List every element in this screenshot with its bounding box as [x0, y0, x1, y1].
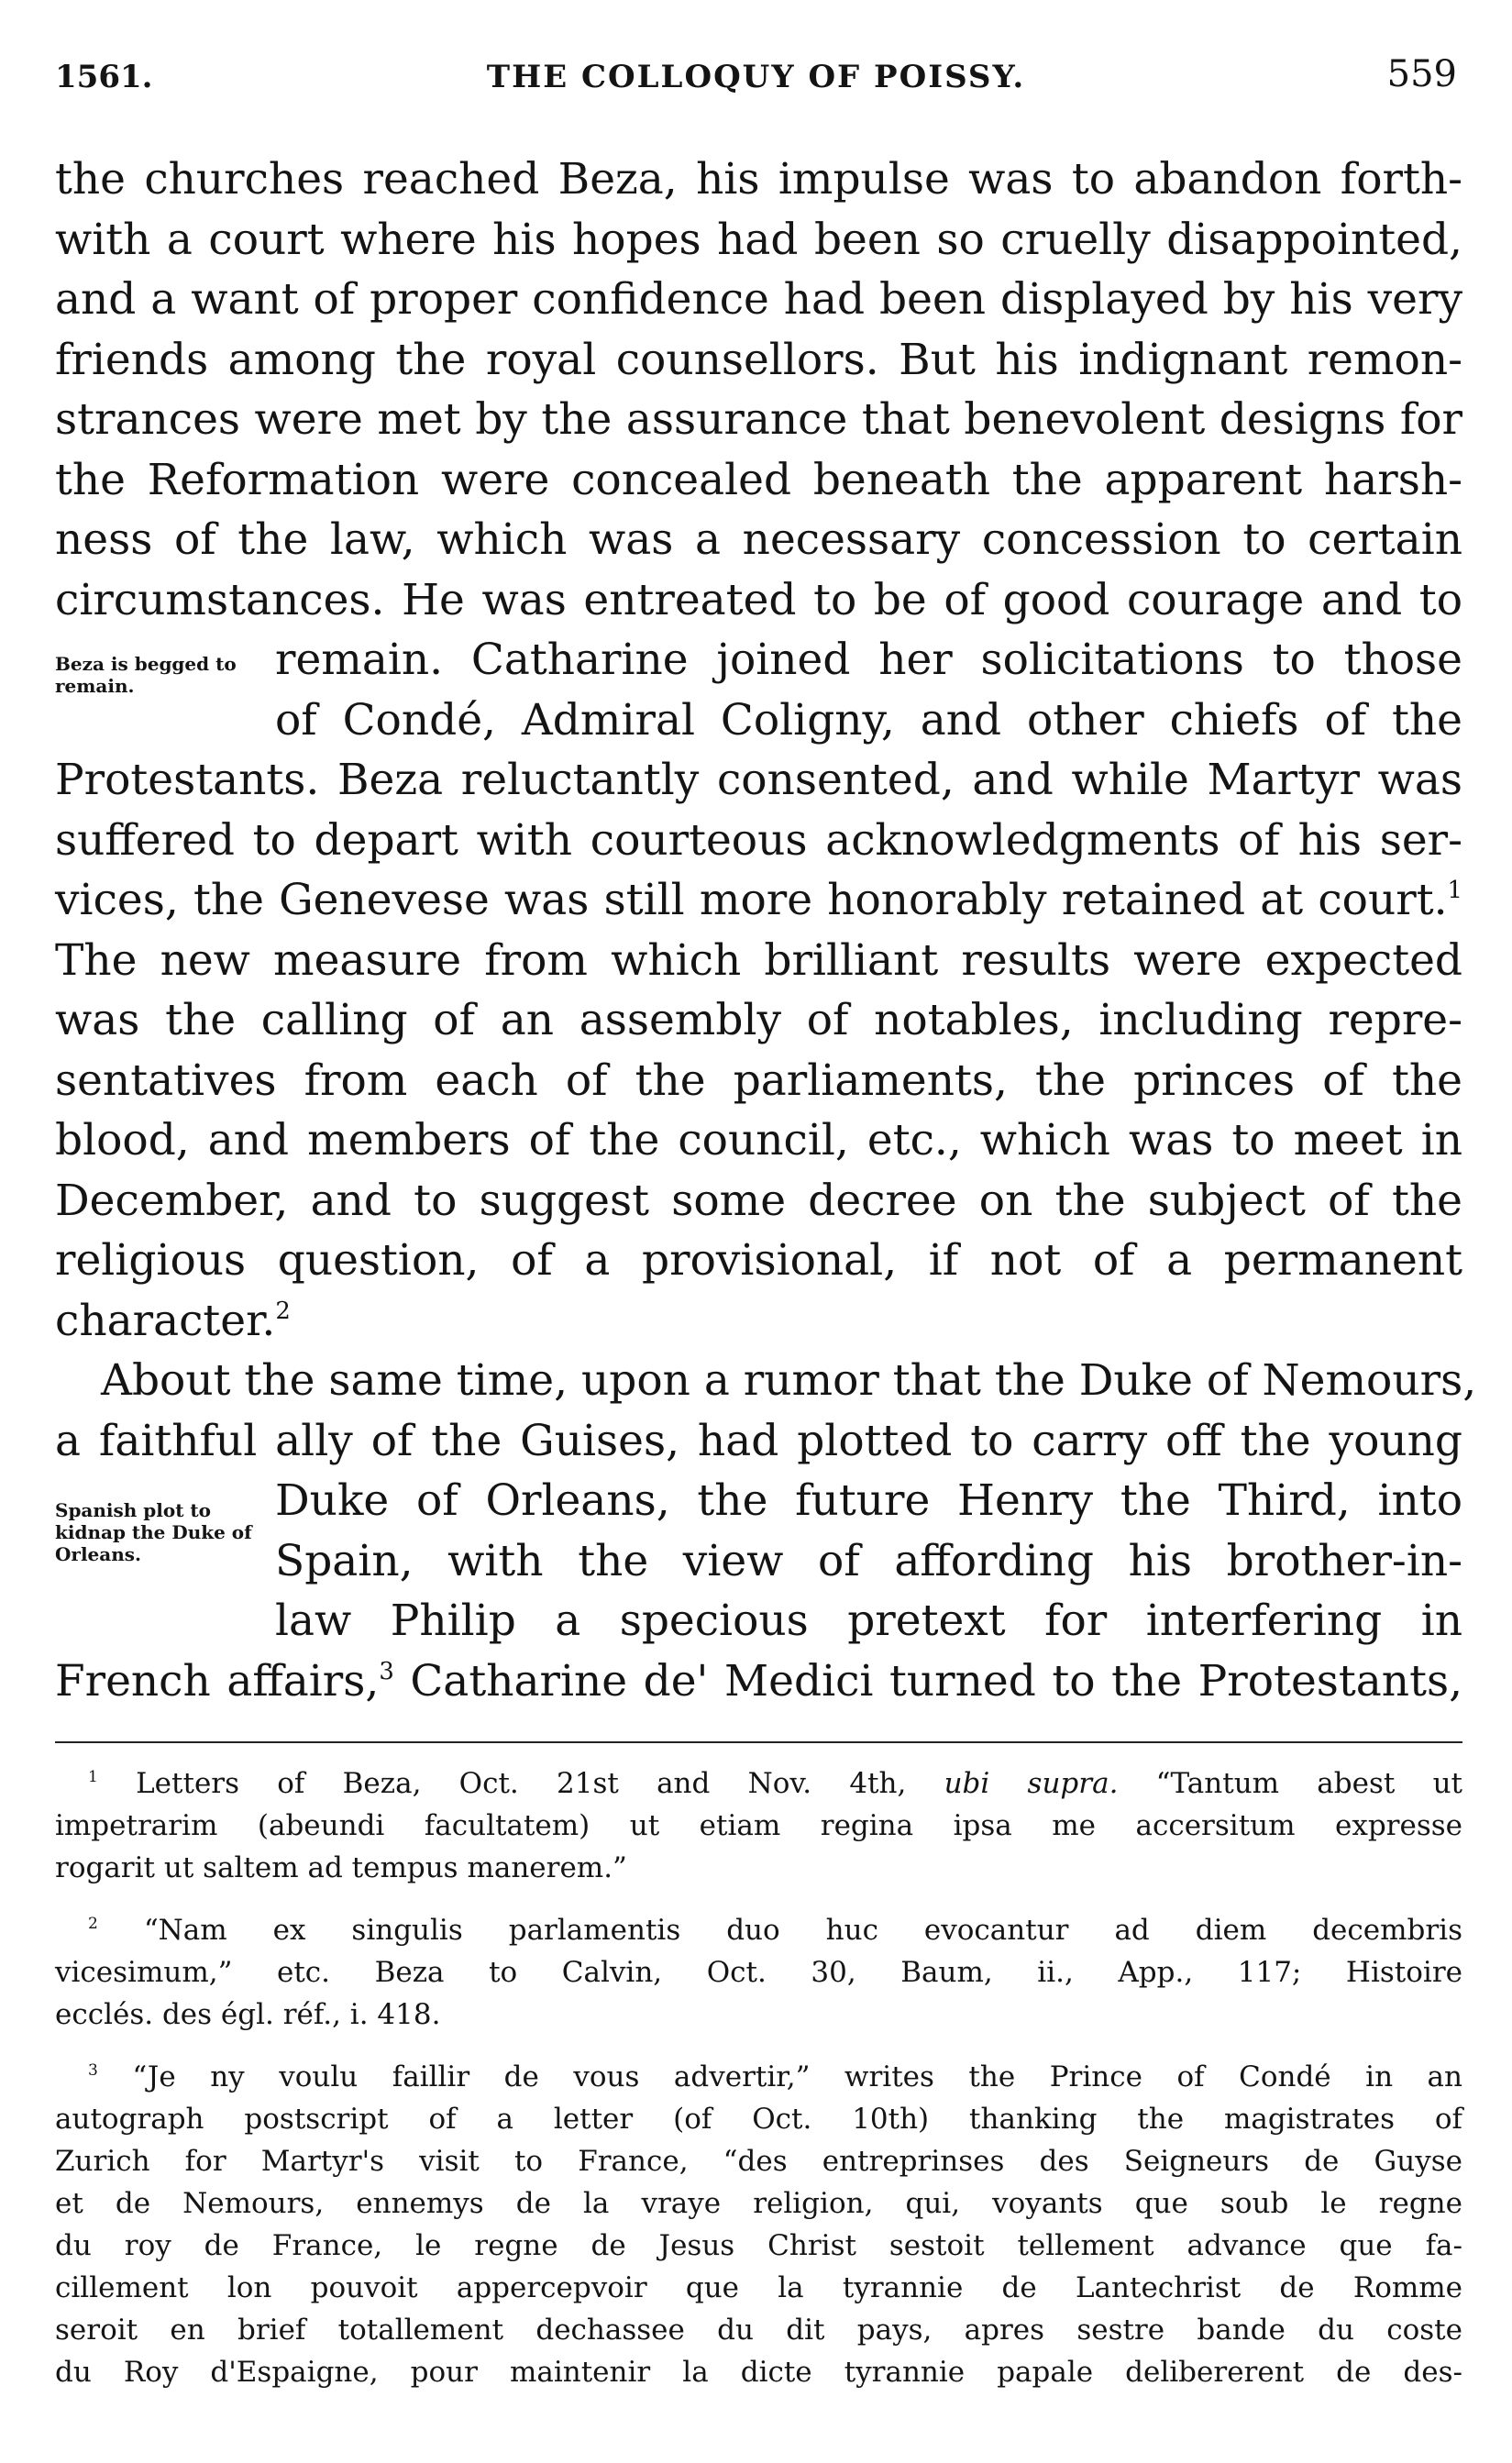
body-line: The new measure from which brilliant results were expected: [55, 934, 1462, 986]
footnote-3-line: cillement lon pouvoit appercepvoir que la tyrannie de Lantechrist de Romme: [55, 2271, 1462, 2304]
footnote-1-marker: 1: [88, 1768, 98, 1787]
body-line: Protestants. Beza reluctantly consented, and while Martyr was: [55, 755, 1462, 805]
body-line: sentatives from each of the parliaments, the princes of the: [55, 1055, 1462, 1106]
footnote-2-line: vicesimum,” etc. Beza to Calvin, Oct. 30, Baum, ii., App., 117; Histoire: [55, 1956, 1462, 1989]
footnote-3-line: du roy de France, le regne de Jesus Christ sestoit tellement advance que fa-: [55, 2229, 1462, 2262]
body-line: strances were met by the assurance that benevolent designs for: [55, 394, 1462, 445]
header-title: THE COLLOQUY OF POISSY.: [486, 59, 1026, 95]
footnote-3-marker: 3: [88, 2061, 98, 2081]
body-line: friends among the royal counsellors. But his indignant remon-: [55, 334, 1462, 385]
margin-note-spanish-plot: Spanish plot to kidnap the Duke of Orleans.: [55, 1499, 252, 1565]
footnote-ref-1: 1: [1447, 876, 1462, 904]
footnote-3-line: seroit en brief totallement dechassee du dit pays, apres sestre bande du coste: [55, 2314, 1462, 2347]
footnote-rule: [55, 1741, 1462, 1743]
body-line-text: vices, the Genevese was still more honorably retained at court.: [55, 875, 1448, 925]
footnote-1-line: impetrarim (abeundi facultatem) ut etiam regina ipsa me accersitum expresse: [55, 1809, 1462, 1842]
footnote-3-text: “Je ny voulu faillir de vous advertir,” writes the Prince of Condé in an: [132, 2060, 1462, 2093]
margin-note-beza: Beza is begged to remain.: [55, 653, 237, 697]
body-line: suffered to depart with courteous acknowledgments of his ser-: [55, 814, 1462, 866]
body-line: [55, 1651, 1462, 1712]
footnote-3-line: Zurich for Martyr's visit to France, “des entreprinses des Seigneurs de Guyse: [55, 2145, 1462, 2178]
body-line: blood, and members of the council, etc., which was to meet in: [55, 1115, 1462, 1165]
body-line: ness of the law, which was a necessary concession to certain: [55, 514, 1462, 565]
body-line: [55, 870, 1462, 931]
footnote-2-line: ecclés. des égl. réf., i. 418.: [55, 1998, 441, 2031]
body-line: circumstances. He was entreated to be of good courage and to: [55, 574, 1462, 625]
footnote-2-marker: 2: [88, 1915, 98, 1934]
body-line: the Reformation were concealed beneath the apparent harsh-: [55, 454, 1462, 505]
body-line: of Condé, Admiral Coligny, and other chiefs of the: [275, 694, 1462, 746]
footnote-3-line: et de Nemours, ennemys de la vraye religion, qui, voyants que soub le regne: [55, 2187, 1462, 2220]
footnote-2-line: [55, 1909, 1462, 1951]
body-line: the churches reached Beza, his impulse was to abandon forth-: [55, 154, 1462, 204]
footnote-3-line: autograph postscript of a letter (of Oct. 10th) thanking the magistrates of: [55, 2103, 1462, 2136]
body-line: remain. Catharine joined her solicitations to those: [275, 635, 1462, 685]
body-line: Duke of Orleans, the future Henry the Third, into: [275, 1475, 1462, 1526]
footnote-1-line: [55, 1762, 1462, 1805]
footnote-ref-3: 3: [379, 1657, 394, 1685]
footnote-1-italic: ubi supra.: [944, 1767, 1119, 1800]
header-year: 1561.: [55, 59, 153, 95]
page-number: 559: [1386, 53, 1457, 95]
body-line: with a court where his hopes had been so cruelly disappointed,: [55, 214, 1462, 265]
body-line: law Philip a specious pretext for interfering in: [275, 1596, 1462, 1646]
body-line: a faithful ally of the Guises, had plotted to carry off the young: [55, 1415, 1462, 1466]
footnote-1-text-b: “Tantum abest ut: [1155, 1767, 1463, 1800]
body-text: [55, 149, 1477, 1711]
footnote-3-line: du Roy d'Espaigne, pour maintenir la dicte tyrannie papale delibererent de des-: [55, 2356, 1462, 2389]
footnote-2-text: “Nam ex singulis parlamentis duo huc evocantur ad diem decembris: [143, 1914, 1462, 1947]
body-line: religious question, of a provisional, if not of a permanent: [55, 1235, 1462, 1286]
body-line-text-rest: Catharine de' Medici turned to the Protestants,: [393, 1655, 1463, 1706]
body-line: About the same time, upon a rumor that the Duke of Nemours,: [101, 1355, 1477, 1406]
footnote-1-line: rogarit ut saltem ad tempus manerem.”: [55, 1851, 627, 1884]
body-line: was the calling of an assembly of notables, including repre-: [55, 995, 1462, 1045]
body-line: and a want of proper confidence had been displayed by his very: [55, 274, 1462, 325]
body-line: [55, 1291, 1462, 1352]
body-line: Spain, with the view of affording his brother-in-: [275, 1535, 1462, 1586]
footnote-3-line: [55, 2056, 1462, 2098]
running-header: [55, 53, 1457, 108]
body-line-text: character.: [55, 1295, 276, 1346]
footnote-ref-2: 2: [275, 1297, 291, 1325]
footnote-1-text-a: Letters of Beza, Oct. 21st and Nov. 4th,: [136, 1767, 907, 1800]
body-line-text: French affairs,: [55, 1655, 380, 1706]
body-line: December, and to suggest some decree on the subject of the: [55, 1175, 1462, 1226]
footnotes: [55, 1762, 1462, 2393]
